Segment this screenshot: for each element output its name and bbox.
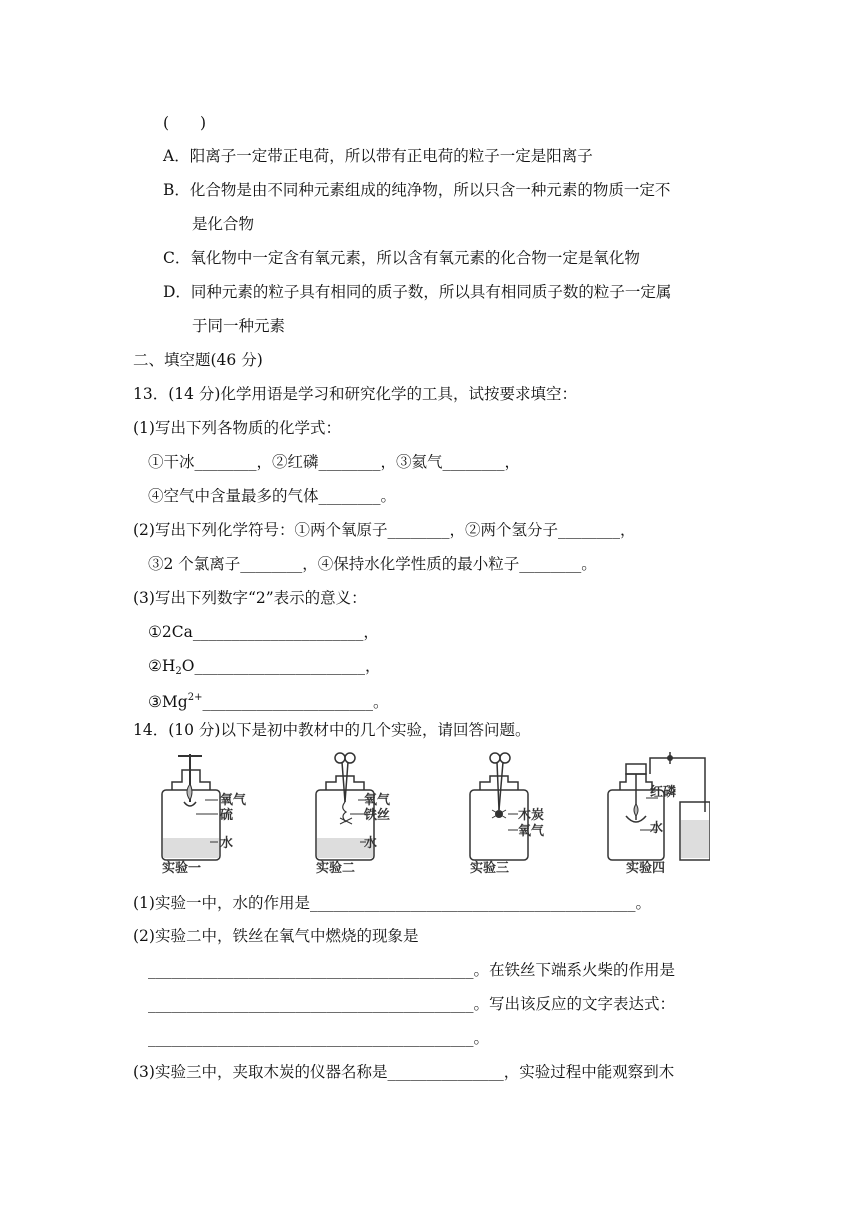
q13-part1: (1)写出下列各物质的化学式：	[133, 419, 341, 437]
q14-part2-line-b: __________________________________________。在铁丝下端系火柴的作用是	[148, 961, 676, 979]
q14-part2-line-d: __________________________________________。	[148, 1029, 490, 1047]
exp3-caption: 实验三	[470, 861, 510, 876]
exp1-label-oxygen: 氧气	[220, 793, 247, 808]
option-d-line2: 于同一种元素	[192, 317, 286, 335]
q14-part3: (3)实验三中，夹取木炭的仪器名称是_______________，实验过程中能观察到木	[133, 1063, 675, 1081]
mg-suffix: ______________________。	[202, 693, 389, 711]
option-c: C．氧化物中一定含有氧元素，所以含有氧元素的化合物一定是氧化物	[163, 249, 640, 267]
exp2-caption: 实验二	[316, 861, 356, 876]
q13-part2-line-b: ③2 个氯离子________，④保持水化学性质的最小粒子________。	[148, 555, 597, 573]
q13-part3-line-b	[148, 656, 381, 682]
answer-parentheses: ( )	[163, 114, 207, 132]
experiment-4-apparatus	[608, 752, 710, 860]
q13-part1-line-a: ①干冰________，②红磷________，③氦气________，	[148, 453, 521, 471]
h2o-prefix: ②H	[148, 657, 176, 675]
exp1-label-sulfur: 硫	[220, 808, 234, 823]
q13-part1-line-b: ④空气中含量最多的气体________。	[148, 487, 397, 505]
option-b-line2: 是化合物	[192, 215, 255, 233]
question-13: 13．(14 分)化学用语是学习和研究化学的工具，试按要求填空：	[133, 385, 577, 403]
q13-part3-line-c	[148, 688, 388, 712]
section-heading: 二、填空题(46 分)	[133, 351, 263, 369]
h2o-suffix: O______________________，	[181, 657, 381, 675]
mg-prefix: ③Mg	[148, 693, 188, 711]
question-14: 14．(10 分)以下是初中教材中的几个实验，请回答问题。	[133, 721, 531, 739]
experiment-3-apparatus	[470, 753, 528, 860]
mg-superscript: 2+	[187, 692, 203, 703]
exp2-label-oxygen: 氧气	[364, 793, 391, 808]
option-a: A．阳离子一定带正电荷，所以带有正电荷的粒子一定是阳离子	[163, 147, 593, 165]
q13-part3-line-a: ①2Ca______________________，	[148, 623, 379, 641]
q14-part2-line-c: __________________________________________。写出该反应的文字表达式：	[148, 995, 676, 1013]
exp4-caption: 实验四	[626, 861, 666, 876]
exp4-label-red-phosphorus: 红磷	[650, 785, 677, 800]
experiment-1-apparatus	[162, 754, 220, 860]
exp1-label-water: 水	[220, 836, 234, 851]
q13-part2: (2)写出下列化学符号：①两个氧原子________，②两个氢分子________，	[133, 521, 636, 539]
exp3-label-charcoal: 木炭	[518, 808, 545, 823]
h2o-subscript: 2	[175, 666, 182, 677]
option-b-line1: B．化合物是由不同种元素组成的纯净物，所以只含一种元素的物质一定不	[163, 181, 671, 199]
option-d-line1: D．同种元素的粒子具有相同的质子数，所以具有相同质子数的粒子一定属	[163, 283, 672, 301]
q14-part2: (2)实验二中，铁丝在氧气中燃烧的现象是	[133, 927, 419, 945]
exp2-label-iron-wire: 铁丝	[364, 808, 391, 823]
exp4-label-water: 水	[650, 821, 664, 836]
exp1-caption: 实验一	[162, 861, 202, 876]
q13-part3: (3)写出下列数字“2”表示的意义：	[133, 589, 367, 607]
experiments-figure	[150, 752, 710, 880]
q14-part1: (1)实验一中，水的作用是__________________________________________。	[133, 894, 651, 912]
exp3-label-oxygen: 氧气	[518, 824, 545, 839]
exp2-label-water: 水	[364, 836, 378, 851]
